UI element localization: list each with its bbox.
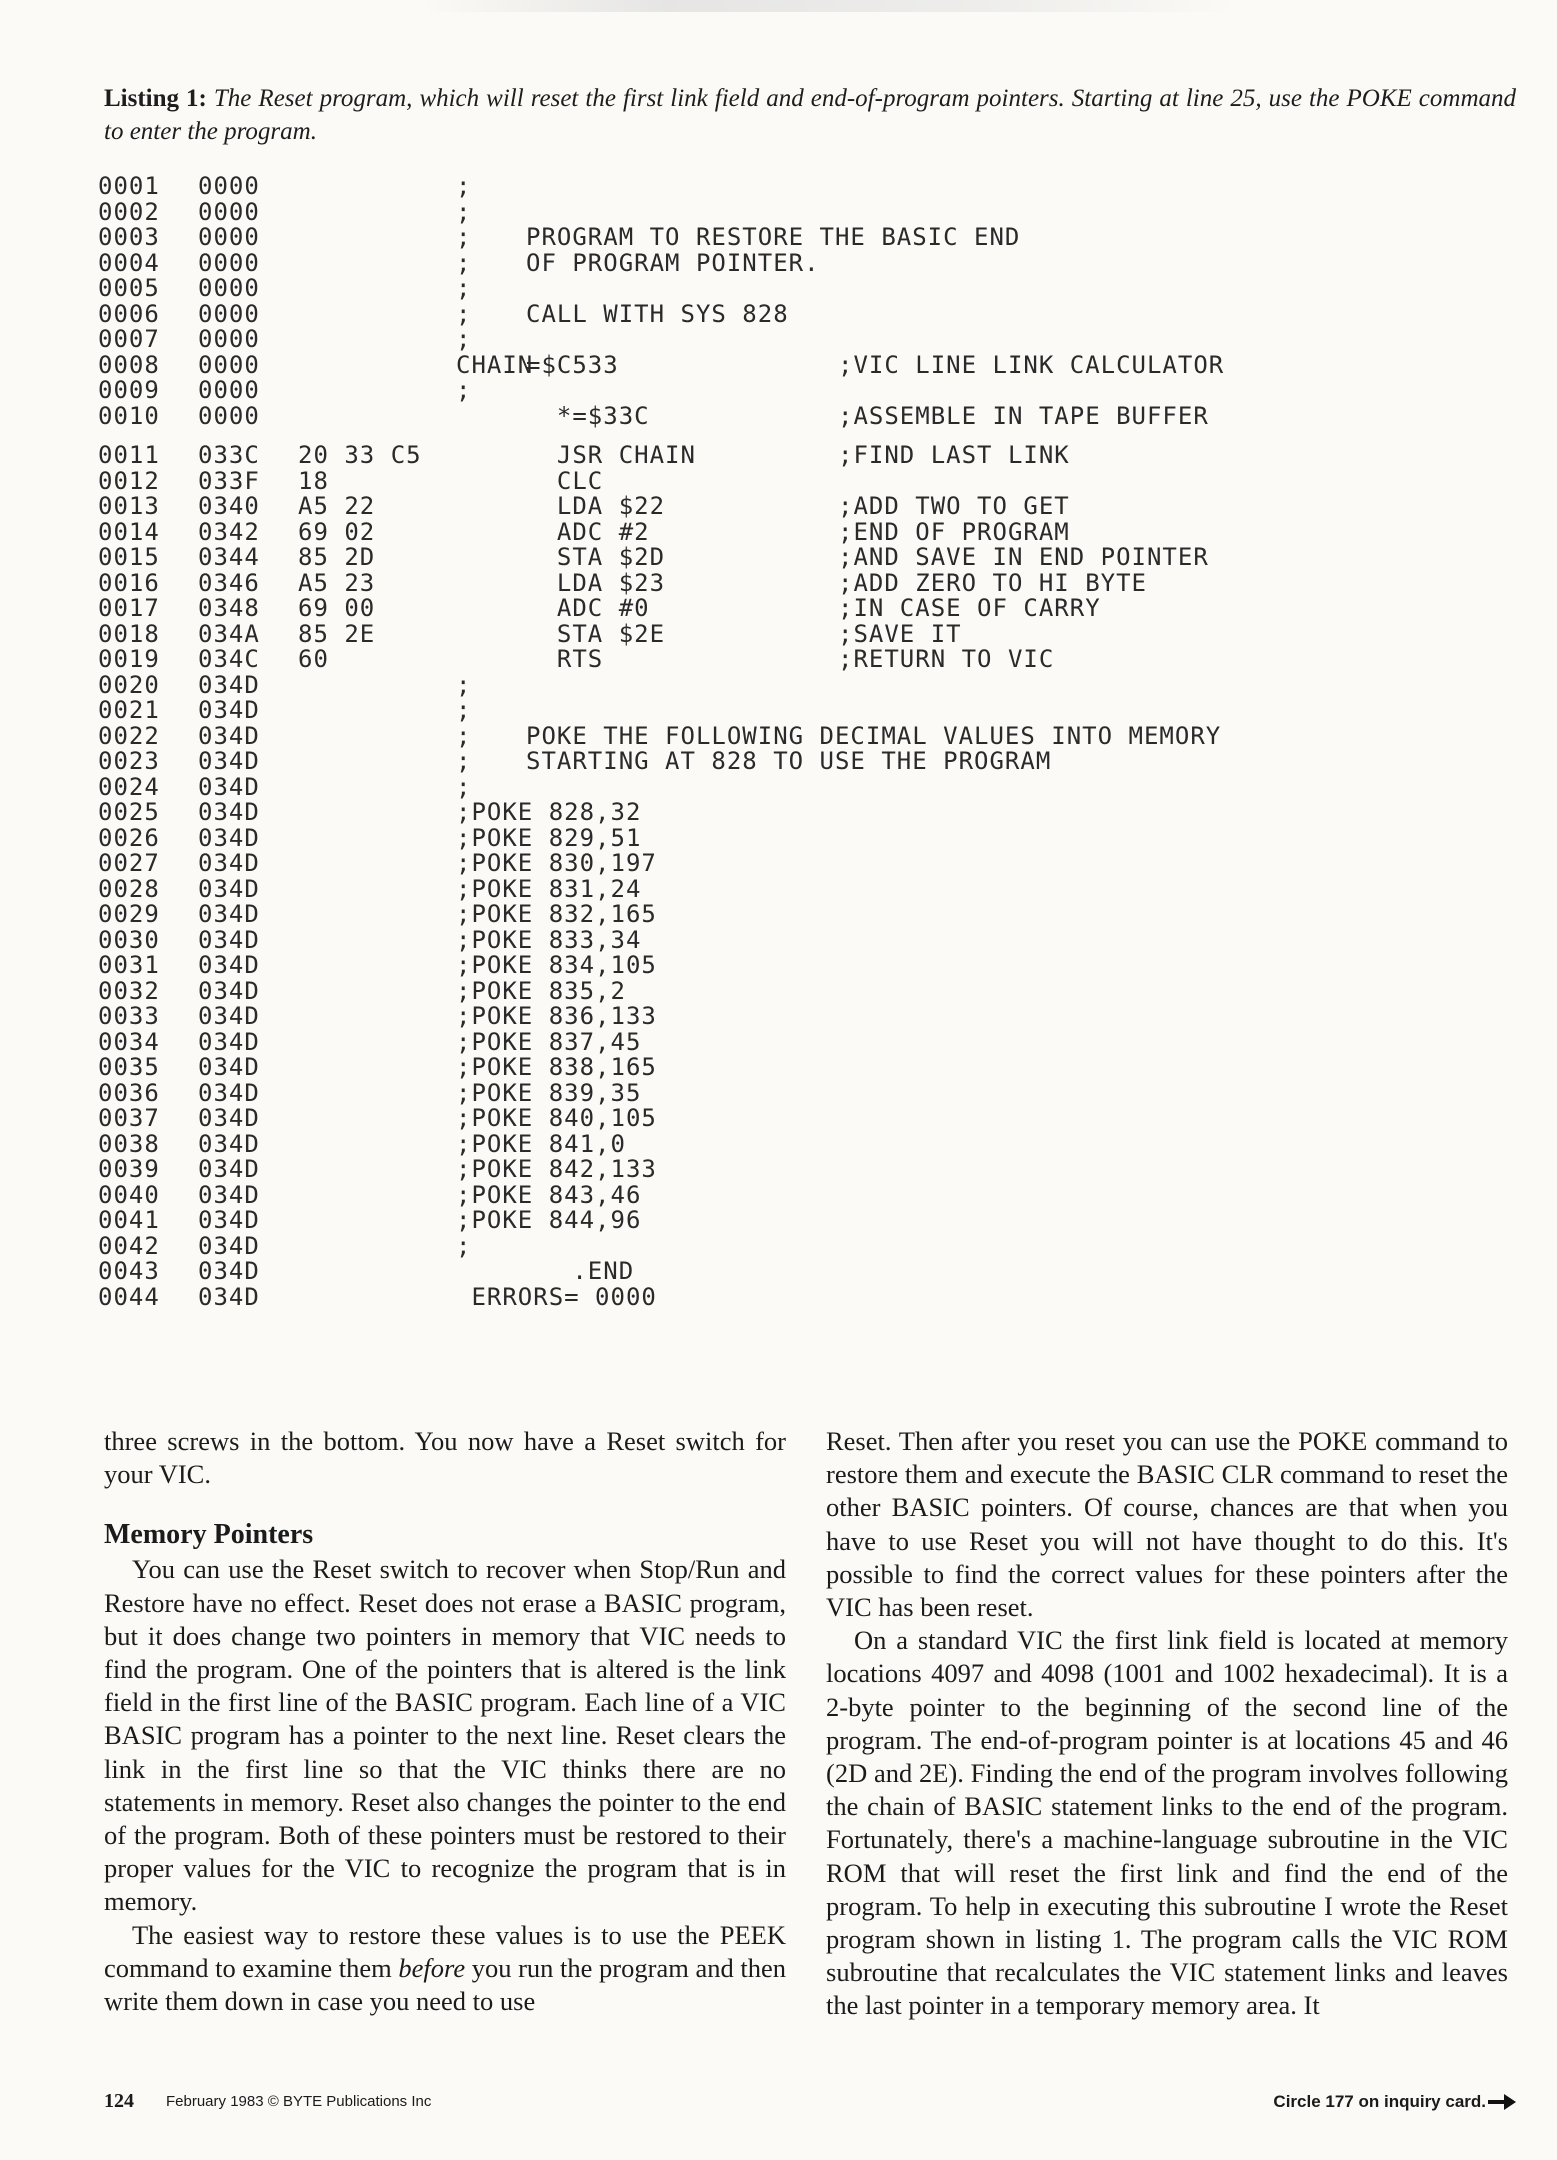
left-column <box>104 1425 786 2018</box>
line-number: 0011 <box>98 441 160 469</box>
address: 034A <box>198 619 260 648</box>
address: 034D <box>198 925 260 954</box>
label-field: ;POKE 842,133 <box>456 1155 657 1183</box>
line-number: 0013 <box>98 492 160 520</box>
inquiry-note: Circle 177 on inquiry card. <box>1273 2092 1486 2111</box>
instruction: STA $2E <box>526 619 666 648</box>
label-field: ;POKE 836,133 <box>456 1002 657 1030</box>
label-field: ;POKE 838,165 <box>456 1053 657 1081</box>
address: 0344 <box>198 543 260 571</box>
line-number: 0014 <box>98 517 160 546</box>
publication-line: February 1983 © BYTE Publications Inc <box>166 2093 432 2110</box>
line-number: 0032 <box>98 976 160 1005</box>
label-field: ;POKE 834,105 <box>456 951 657 979</box>
label-field: ;POKE 841,0 <box>456 1129 626 1158</box>
comment: ;END OF PROGRAM <box>838 517 1070 546</box>
instruction: *=$33C <box>526 401 650 430</box>
paragraph: On a standard VIC the first link field is located at memory locations 4097 and 4098 (1001 and 1002 hexadecimal). It is a 2-byte pointer to the beginning of the second line of the program. The end-of-program pointer is at locations 45 and 46 (2D and 2E). Finding the end of the program involves following the chain of BASIC statement links to the end of the program. Fortunately, there's a machine-language subroutine in the VIC ROM that will reset the first link and find the end of the program. To help in executing this subroutine I wrote the Reset program shown in listing 1. The program calls the VIC ROM subroutine that recalculates the VIC statement links and leaves the last pointer in a temporary memory area. It <box>826 1625 1508 2021</box>
caption-text: The Reset program, which will reset the first link field and end-of-program pointers. Starting at line 25, use the POKE command to enter the program. <box>104 85 1516 145</box>
object-code: 69 02 <box>298 517 376 546</box>
object-code: 20 33 C5 <box>298 441 422 469</box>
address: 034D <box>198 951 260 979</box>
listing-caption <box>104 82 1516 148</box>
address: 034D <box>198 900 260 928</box>
line-number: 0027 <box>98 849 160 877</box>
address: 0000 <box>198 376 260 404</box>
address: 034D <box>198 696 260 724</box>
line-number: 0042 <box>98 1231 160 1260</box>
label-field: ;POKE 840,105 <box>456 1104 657 1132</box>
instruction: RTS <box>526 645 604 673</box>
instruction: CALL WITH SYS 828 <box>526 299 789 328</box>
address: 034D <box>198 1078 260 1107</box>
address: 034C <box>198 645 260 673</box>
line-number: 0044 <box>98 1282 160 1311</box>
line-number: 0016 <box>98 568 160 597</box>
address: 033F <box>198 466 260 495</box>
object-code: 85 2E <box>298 619 376 648</box>
line-number: 0022 <box>98 721 160 750</box>
object-code: 69 00 <box>298 594 376 622</box>
comment: ;ADD TWO TO GET <box>838 492 1070 520</box>
line-number: 0041 <box>98 1206 160 1234</box>
line-number: 0018 <box>98 619 160 648</box>
address: 034D <box>198 1155 260 1183</box>
line-number: 0035 <box>98 1053 160 1081</box>
label-field: ;POKE 837,45 <box>456 1027 642 1056</box>
label-field: ; <box>456 299 472 328</box>
label-field: ;POKE 829,51 <box>456 823 642 852</box>
line-number: 0029 <box>98 900 160 928</box>
comment: ;ADD ZERO TO HI BYTE <box>838 568 1147 597</box>
address: 0000 <box>198 350 260 379</box>
comment: ;IN CASE OF CARRY <box>838 594 1101 622</box>
label-field: ; <box>456 376 472 404</box>
object-code: 85 2D <box>298 543 376 571</box>
instruction: LDA $22 <box>526 492 666 520</box>
address: 0000 <box>198 401 260 430</box>
address: 0342 <box>198 517 260 546</box>
label-field: ERRORS= 0000 <box>456 1282 657 1311</box>
address: 0000 <box>198 274 260 302</box>
line-number: 0005 <box>98 274 160 302</box>
address: 034D <box>198 1180 260 1209</box>
label-field: ; <box>456 1231 472 1260</box>
label-field: ; <box>456 670 472 699</box>
address: 034D <box>198 1282 260 1311</box>
address: 033C <box>198 441 260 469</box>
address: 034D <box>198 747 260 775</box>
line-number: 0040 <box>98 1180 160 1209</box>
label-field: ;POKE 831,24 <box>456 874 642 903</box>
label-field: ; <box>456 721 472 750</box>
instruction: =$C533 <box>526 350 619 379</box>
line-number: 0008 <box>98 350 160 379</box>
address: 034D <box>198 670 260 699</box>
address: 034D <box>198 798 260 826</box>
label-field: ; <box>456 248 472 277</box>
instruction: .END <box>526 1257 635 1285</box>
line-number: 0009 <box>98 376 160 404</box>
line-number: 0043 <box>98 1257 160 1285</box>
label-field: ; <box>456 772 472 801</box>
instruction: STA $2D <box>526 543 666 571</box>
instruction: LDA $23 <box>526 568 666 597</box>
line-number: 0003 <box>98 223 160 251</box>
address: 0340 <box>198 492 260 520</box>
address: 034D <box>198 1002 260 1030</box>
right-column <box>826 1425 1508 2023</box>
label-field: ;POKE 828,32 <box>456 798 642 826</box>
section-heading: Memory Pointers <box>104 1519 314 1551</box>
address: 034D <box>198 772 260 801</box>
arrow-right-icon <box>1488 2092 1516 2112</box>
label-field: ; <box>456 325 472 353</box>
label-field: ;POKE 833,34 <box>456 925 642 954</box>
label-field: ;POKE 843,46 <box>456 1180 642 1209</box>
line-number: 0025 <box>98 798 160 826</box>
address: 034D <box>198 874 260 903</box>
instruction: ADC #0 <box>526 594 650 622</box>
paragraph <box>104 1919 786 2019</box>
page-number: 124 <box>104 2090 134 2112</box>
label-field: ; <box>456 274 472 302</box>
label-field: ;POKE 832,165 <box>456 900 657 928</box>
label-field: ; <box>456 172 472 200</box>
address: 034D <box>198 1053 260 1081</box>
address: 034D <box>198 849 260 877</box>
label-field: ; <box>456 197 472 226</box>
label-field: CHAIN <box>456 350 534 379</box>
line-number: 0015 <box>98 543 160 571</box>
label-field: ; <box>456 696 472 724</box>
line-number: 0006 <box>98 299 160 328</box>
label-field: ; <box>456 747 472 775</box>
instruction: ADC #2 <box>526 517 650 546</box>
address: 034D <box>198 1257 260 1285</box>
address: 034D <box>198 823 260 852</box>
caption-label: Listing 1: <box>104 85 207 112</box>
line-number: 0002 <box>98 197 160 226</box>
comment: ;SAVE IT <box>838 619 962 648</box>
emphasis: before <box>398 1952 466 1983</box>
object-code: A5 23 <box>298 568 376 597</box>
instruction: POKE THE FOLLOWING DECIMAL VALUES INTO MEMORY <box>526 721 1222 750</box>
object-code: 60 <box>298 645 329 673</box>
address: 034D <box>198 1129 260 1158</box>
line-number: 0028 <box>98 874 160 903</box>
page-footer <box>104 2090 1516 2120</box>
label-field: ;POKE 835,2 <box>456 976 626 1005</box>
address: 0000 <box>198 325 260 353</box>
object-code: A5 22 <box>298 492 376 520</box>
comment: ;AND SAVE IN END POINTER <box>838 543 1209 571</box>
address: 034D <box>198 976 260 1005</box>
instruction: CLC <box>526 466 604 495</box>
label-field: ;POKE 839,35 <box>456 1078 642 1107</box>
address: 0000 <box>198 299 260 328</box>
address: 0000 <box>198 223 260 251</box>
comment: ;RETURN TO VIC <box>838 645 1055 673</box>
line-number: 0038 <box>98 1129 160 1158</box>
line-number: 0007 <box>98 325 160 353</box>
line-number: 0024 <box>98 772 160 801</box>
line-number: 0033 <box>98 1002 160 1030</box>
instruction: STARTING AT 828 TO USE THE PROGRAM <box>526 747 1052 775</box>
address: 034D <box>198 1231 260 1260</box>
line-number: 0021 <box>98 696 160 724</box>
line-number: 0026 <box>98 823 160 852</box>
comment: ;ASSEMBLE IN TAPE BUFFER <box>838 401 1209 430</box>
line-number: 0001 <box>98 172 160 200</box>
line-number: 0004 <box>98 248 160 277</box>
address: 0000 <box>198 172 260 200</box>
line-number: 0023 <box>98 747 160 775</box>
address: 0000 <box>198 197 260 226</box>
label-field: ; <box>456 223 472 251</box>
instruction: OF PROGRAM POINTER. <box>526 248 820 277</box>
line-number: 0036 <box>98 1078 160 1107</box>
address: 034D <box>198 721 260 750</box>
instruction: JSR CHAIN <box>526 441 696 469</box>
comment: ;VIC LINE LINK CALCULATOR <box>838 350 1225 379</box>
text-run: you run the program and then write them down in case you need to use <box>104 1952 786 2017</box>
line-number: 0034 <box>98 1027 160 1056</box>
label-field: ;POKE 844,96 <box>456 1206 642 1234</box>
address: 034D <box>198 1027 260 1056</box>
line-number: 0020 <box>98 670 160 699</box>
line-number: 0031 <box>98 951 160 979</box>
line-number: 0012 <box>98 466 160 495</box>
object-code: 18 <box>298 466 329 495</box>
paragraph: Reset. Then after you reset you can use the POKE command to restore them and execute the BASIC CLR command to reset the other BASIC pointers. Of course, chances are that when you have to use Reset you will not have thought to do this. It's possible to find the correct values for these pointers after the VIC has been reset. <box>826 1426 1508 1623</box>
comment: ;FIND LAST LINK <box>838 441 1070 469</box>
line-number: 0039 <box>98 1155 160 1183</box>
address: 0346 <box>198 568 260 597</box>
line-number: 0010 <box>98 401 160 430</box>
address: 0000 <box>198 248 260 277</box>
line-number: 0037 <box>98 1104 160 1132</box>
paragraph: three screws in the bottom. You now have a Reset switch for your VIC. <box>104 1426 786 1490</box>
instruction: PROGRAM TO RESTORE THE BASIC END <box>526 223 1021 251</box>
line-number: 0019 <box>98 645 160 673</box>
line-number: 0017 <box>98 594 160 622</box>
address: 034D <box>198 1104 260 1132</box>
line-number: 0030 <box>98 925 160 954</box>
address: 0348 <box>198 594 260 622</box>
scan-top-edge <box>420 0 1240 12</box>
text-run: The easiest way to restore these values is to use the PEEK command to examine them <box>104 1919 786 1983</box>
paragraph: You can use the Reset switch to recover when Stop/Run and Restore have no effect. Reset does not erase a BASIC program, but it does change two pointers in memory that VIC needs to find the program. One of the pointers that is altered is the link field in the first line of the BASIC program. Each line of a VIC BASIC program has a pointer to the next line. Reset clears the link in the first line so that the VIC thinks there are no statements in memory. Reset also changes the pointer to the end of the program. Both of these pointers must be restored to their proper values for the VIC to recognize the program that is in memory. <box>104 1554 786 1917</box>
address: 034D <box>198 1206 260 1234</box>
label-field: ;POKE 830,197 <box>456 849 657 877</box>
